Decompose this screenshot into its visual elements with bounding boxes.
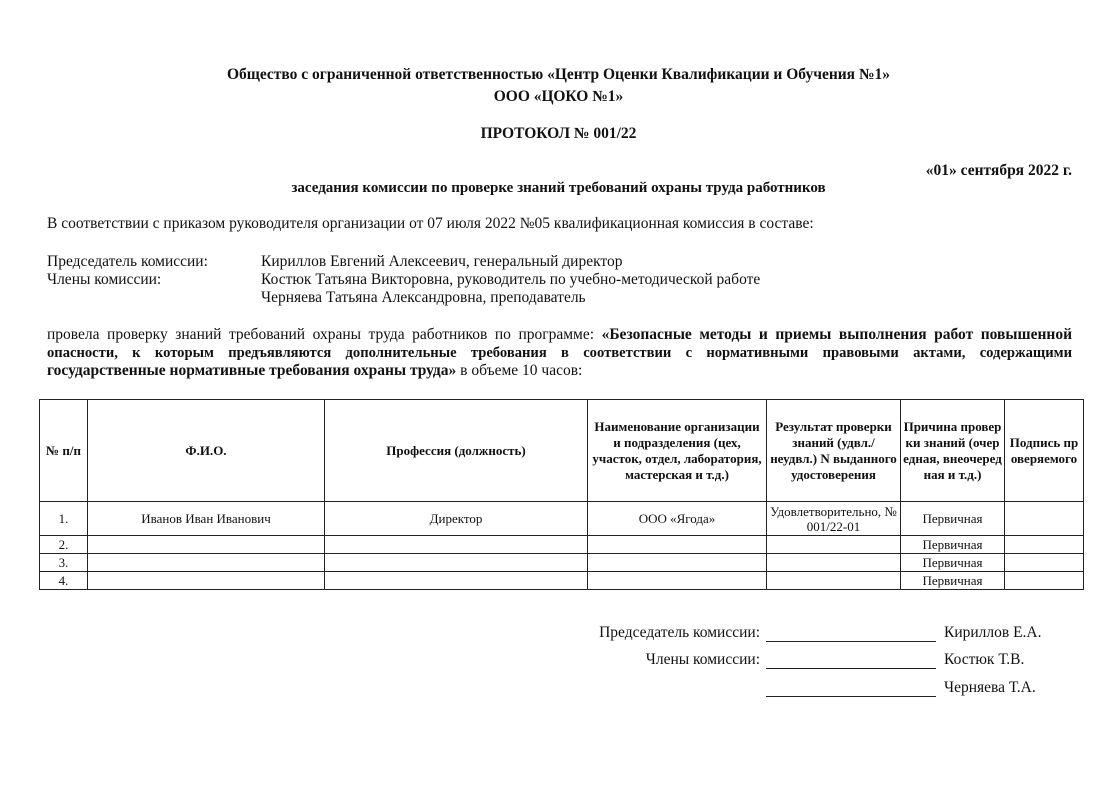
cell-profession [325,536,588,554]
organization-short-name: ООО «ЦОКО №1» [493,88,624,105]
program-prefix: провела проверку знаний требований охраны труда работников по программе: [47,326,595,343]
signature-chair-name: Кириллов Е.А. [944,624,1042,641]
cell-reason: Первичная [901,536,1005,554]
cell-fio [88,572,325,590]
cell-reason: Первичная [901,502,1005,536]
member-2-value: Черняева Татьяна Александровна, преподаватель [261,289,586,306]
cell-organization [588,572,767,590]
results-table [39,399,1084,590]
cell-organization [588,554,767,572]
signature-member-2-name: Черняева Т.А. [944,679,1036,696]
table-row [40,502,1084,536]
program-line-3 [47,362,1072,380]
program-line-1 [47,326,1072,344]
header-num: № п/п [40,400,88,502]
protocol-title: ПРОТОКОЛ № 001/22 [480,125,637,142]
header-fio: Ф.И.О. [88,400,325,502]
table-row [40,572,1084,590]
cell-num: 2. [40,536,88,554]
cell-organization [588,536,767,554]
organization-name: Общество с ограниченной ответственностью «Центр Оценки Квалификации и Обучения №1» [226,66,891,83]
member-1-value: Костюк Татьяна Викторовна, руководитель по учебно-методической работе [261,271,761,288]
chair-label: Председатель комиссии: [47,253,208,270]
table-header-row [40,400,1084,502]
chair-value: Кириллов Евгений Алексеевич, генеральный директор [261,253,623,270]
cell-signature [1005,502,1084,536]
intro-text: В соответствии с приказом руководителя организации от 07 июля 2022 №05 квалификационная комиссия в составе: [47,215,814,232]
signature-line-member-2 [766,695,936,697]
cell-result [767,572,901,590]
program-title-part-1: «Безопасные методы и приемы выполнения работ повышенной [601,326,1073,343]
cell-result [767,554,901,572]
program-title-part-3: государственные нормативные требования охраны труда» [47,362,457,379]
cell-profession [325,572,588,590]
header-signature: Подпись проверяемого [1005,400,1084,502]
cell-profession: Директор [325,502,588,536]
cell-num: 1. [40,502,88,536]
table-row [40,536,1084,554]
cell-reason: Первичная [901,554,1005,572]
cell-num: 4. [40,572,88,590]
cell-signature [1005,572,1084,590]
cell-signature [1005,536,1084,554]
header-profession: Профессия (должность) [325,400,588,502]
program-suffix: в объеме 10 часов: [460,362,583,379]
cell-fio [88,554,325,572]
cell-result [767,536,901,554]
protocol-date: «01» сентября 2022 г. [925,162,1072,179]
program-title-part-2: опасности, к которым предъявляются дополнительные требования в соответствии с нормативными правовыми актами, содержащими [47,345,1072,361]
signature-members-label: Члены комиссии: [645,651,760,668]
signature-line-chair [766,640,936,642]
signature-chair-label: Председатель комиссии: [599,624,760,641]
table-row [40,554,1084,572]
cell-fio [88,536,325,554]
members-label: Члены комиссии: [47,271,162,288]
cell-reason: Первичная [901,572,1005,590]
cell-organization: ООО «Ягода» [588,502,767,536]
signature-member-1-name: Костюк Т.В. [944,651,1025,668]
cell-signature [1005,554,1084,572]
header-result: Результат проверки знаний (удвл./неудвл.) N выданного удостоверения [767,400,901,502]
header-organization: Наименование организации и подразделения (цех, участок, отдел, лаборатория, мастерская и т.д.) [588,400,767,502]
cell-fio: Иванов Иван Иванович [88,502,325,536]
cell-result: Удовлетворительно, № 001/22-01 [767,502,901,536]
protocol-subtitle: заседания комиссии по проверке знаний требований охраны труда работников [291,180,826,196]
header-reason: Причина проверки знаний (очередная, внеочередная и т.д.) [901,400,1005,502]
cell-num: 3. [40,554,88,572]
cell-profession [325,554,588,572]
signature-line-member-1 [766,667,936,669]
program-paragraph [47,326,1072,380]
